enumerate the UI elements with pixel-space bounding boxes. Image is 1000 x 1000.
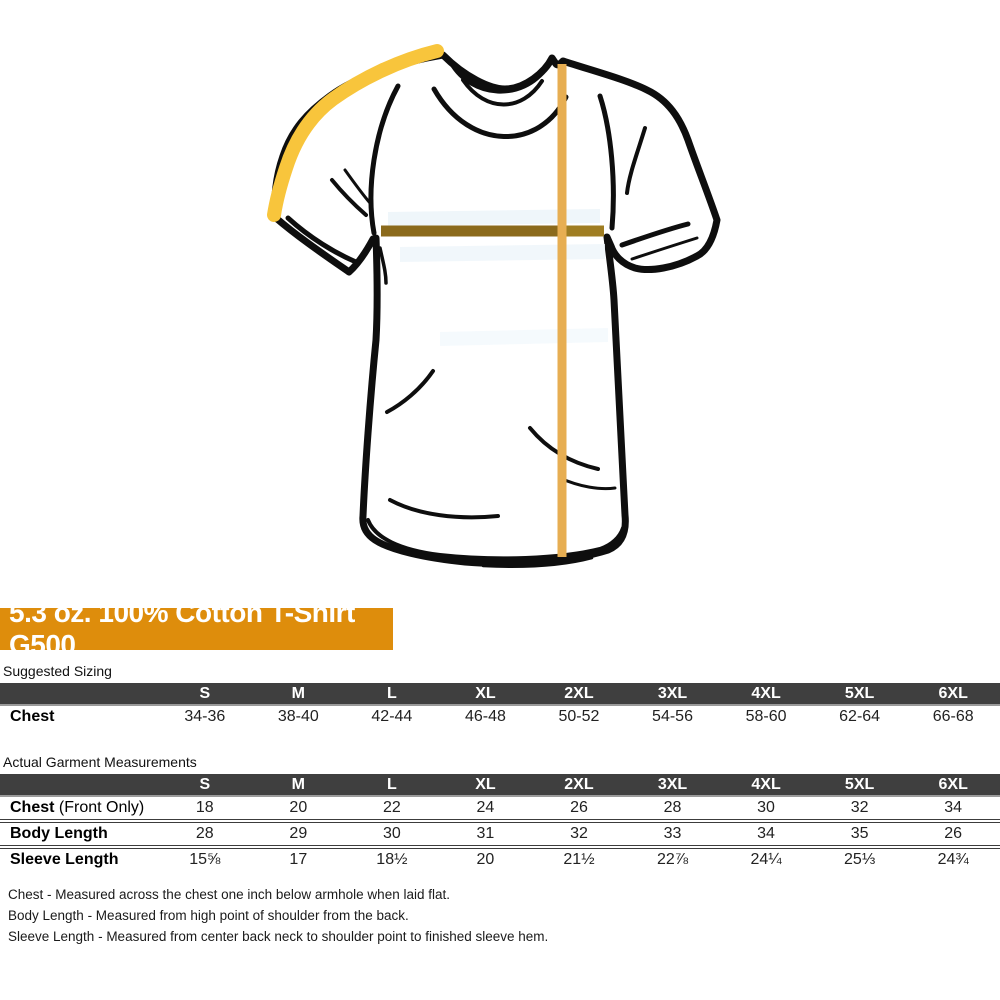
- value-cell: 32: [813, 796, 907, 821]
- row-label: Sleeve Length: [10, 851, 119, 868]
- row-label: Body Length: [0, 821, 158, 847]
- value-cell: 62-64: [839, 708, 881, 725]
- garment-measurements-table: [0, 774, 1000, 871]
- size-column-header: L: [345, 683, 439, 705]
- header-corner-cell: [0, 683, 158, 705]
- value-cell: 34: [906, 796, 1000, 821]
- value-cell: 20: [252, 796, 346, 821]
- value-cell: 58-60: [745, 708, 787, 725]
- value-cell: 22⅞: [656, 851, 689, 868]
- value-cell: 34: [719, 821, 813, 847]
- header-corner-cell: [0, 774, 158, 796]
- value-cell: 34-36: [184, 708, 226, 725]
- value-cell: 17: [289, 851, 308, 868]
- size-column-header: XL: [439, 774, 533, 796]
- size-column-header: 2XL: [532, 774, 626, 796]
- footnote-body-length: Body Length - Measured from high point of shoulder from the back.: [8, 908, 409, 923]
- size-column-header: 3XL: [626, 683, 720, 705]
- value-cell: 28: [626, 796, 720, 821]
- value-cell: 32: [532, 821, 626, 847]
- table-row: [0, 796, 1000, 821]
- size-column-header: M: [252, 683, 346, 705]
- table-row: [0, 847, 1000, 871]
- size-column-header: S: [158, 683, 252, 705]
- size-column-header: 4XL: [719, 683, 813, 705]
- value-cell: 29: [252, 821, 346, 847]
- size-column-header: 6XL: [906, 683, 1000, 705]
- row-label: Chest (Front Only): [0, 796, 158, 821]
- suggested-sizing-label: Suggested Sizing: [3, 663, 112, 679]
- value-cell: 22: [345, 796, 439, 821]
- size-column-header: 6XL: [906, 774, 1000, 796]
- row-label: Chest: [10, 708, 55, 725]
- garment-measurements-label: Actual Garment Measurements: [3, 754, 197, 770]
- value-cell: 31: [439, 821, 533, 847]
- size-header-row: [0, 683, 1000, 705]
- suggested-sizing-table: [0, 683, 1000, 728]
- value-cell: 25⅓: [844, 851, 876, 868]
- footnote-sleeve-length: Sleeve Length - Measured from center back neck to shoulder point to finished sleeve hem.: [8, 929, 549, 944]
- shading-tint: [400, 244, 605, 262]
- value-cell: 38-40: [277, 708, 319, 725]
- size-column-header: M: [252, 774, 346, 796]
- value-cell: 18½: [376, 851, 408, 868]
- size-column-header: 3XL: [626, 774, 720, 796]
- value-cell: 54-56: [652, 708, 693, 725]
- size-column-header: S: [158, 774, 252, 796]
- table-row: [0, 821, 1000, 847]
- product-title-banner: [0, 597, 393, 660]
- value-cell: 35: [813, 821, 907, 847]
- value-cell: 30: [719, 796, 813, 821]
- shading-tint: [388, 209, 600, 226]
- tshirt-outline: [275, 55, 717, 564]
- size-column-header: L: [345, 774, 439, 796]
- value-cell: 28: [158, 821, 252, 847]
- size-column-header: 5XL: [813, 774, 907, 796]
- footnote-chest: Chest - Measured across the chest one inch below armhole when laid flat.: [8, 887, 450, 902]
- size-column-header: 2XL: [532, 683, 626, 705]
- value-cell: 24¾: [937, 851, 969, 868]
- value-cell: 26: [906, 821, 1000, 847]
- value-cell: 50-52: [558, 708, 600, 725]
- value-cell: 24¼: [750, 851, 782, 868]
- size-column-header: XL: [439, 683, 533, 705]
- size-header-row: [0, 774, 1000, 796]
- value-cell: 20: [476, 851, 495, 868]
- measurement-footnotes: [0, 884, 1000, 947]
- size-column-header: 4XL: [719, 774, 813, 796]
- value-cell: 66-68: [932, 708, 974, 725]
- table-row: [0, 705, 1000, 728]
- value-cell: 26: [532, 796, 626, 821]
- value-cell: 30: [345, 821, 439, 847]
- value-cell: 24: [439, 796, 533, 821]
- value-cell: 33: [626, 821, 720, 847]
- size-column-header: 5XL: [813, 683, 907, 705]
- value-cell: 42-44: [371, 708, 413, 725]
- value-cell: 15⅝: [189, 851, 221, 868]
- product-title: 5.3 oz. 100% Cotton T-Shirt G500: [9, 597, 355, 660]
- value-cell: 46-48: [464, 708, 506, 725]
- value-cell: 21½: [563, 851, 595, 868]
- value-cell: 18: [158, 796, 252, 821]
